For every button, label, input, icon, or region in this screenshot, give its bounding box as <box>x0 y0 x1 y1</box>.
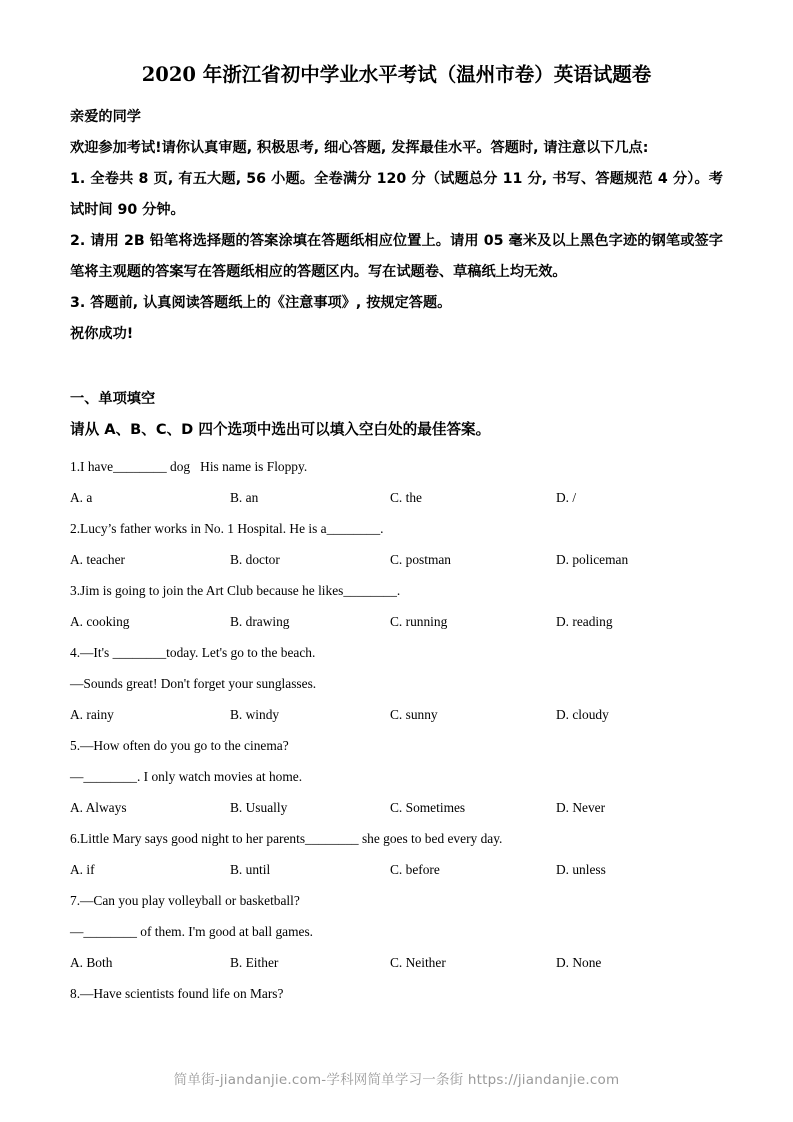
question-block <box>70 730 723 823</box>
answer-option[interactable]: B. until <box>230 862 271 877</box>
section-directions-1: 请从 A、B、C、D 四个选项中选出可以填入空白处的最佳答案。 <box>70 421 491 438</box>
answer-option[interactable]: C. the <box>390 490 422 505</box>
questions-list <box>70 451 723 1009</box>
options-row <box>70 482 723 513</box>
answer-option[interactable]: D. None <box>556 955 602 970</box>
notice-item-3: 3. 答题前, 认真阅读答题纸上的《注意事项》, 按规定答题。 <box>70 295 452 311</box>
section-spacer <box>70 350 723 384</box>
question-stem-line: 1.I have________ dog His name is Floppy. <box>70 459 308 474</box>
question-block <box>70 978 723 1009</box>
question-block <box>70 513 723 575</box>
question-block <box>70 451 723 513</box>
answer-option[interactable]: D. Never <box>556 800 606 815</box>
answer-option[interactable]: A. a <box>70 490 93 505</box>
question-stem-line: —________ of them. I'm good at ball games. <box>70 924 314 939</box>
options-row <box>70 792 723 823</box>
greeting-line: 亲爱的同学 <box>70 109 141 125</box>
question-stem-line: 2.Lucy’s father works in No. 1 Hospital. He is a________. <box>70 521 384 536</box>
page-title: 2020 年浙江省初中学业水平考试（温州市卷）英语试题卷 <box>141 63 652 86</box>
answer-option[interactable]: D. / <box>556 490 577 505</box>
question-stem-line: —Sounds great! Don't forget your sunglasses. <box>70 676 317 691</box>
question-stem-line: 4.—It's ________today. Let's go to the beach. <box>70 645 316 660</box>
answer-option[interactable]: B. Usually <box>230 800 288 815</box>
answer-option[interactable]: A. if <box>70 862 95 877</box>
answer-option[interactable]: D. unless <box>556 862 606 877</box>
answer-option[interactable]: D. reading <box>556 614 613 629</box>
question-block <box>70 823 723 885</box>
answer-option[interactable]: C. postman <box>390 552 452 567</box>
question-stem-line: 8.—Have scientists found life on Mars? <box>70 986 284 1001</box>
answer-option[interactable]: A. teacher <box>70 552 126 567</box>
question-stem-line: 6.Little Mary says good night to her parents________ she goes to bed every day. <box>70 831 503 846</box>
notice-item-2: 2. 请用 2B 铅笔将选择题的答案涂填在答题纸相应位置上。请用 05 毫米及以上黑色字迹的钢笔或签字笔将主观题的答案写在答题纸相应的答题区内。写在试题卷、草稿纸上均无效。 <box>70 233 723 280</box>
answer-option[interactable]: C. Neither <box>390 955 446 970</box>
answer-option[interactable]: A. rainy <box>70 707 114 722</box>
options-row <box>70 854 723 885</box>
welcome-line: 欢迎参加考试!请你认真审题, 积极思考, 细心答题, 发挥最佳水平。答题时, 请注意以下几点: <box>70 140 649 156</box>
footer-watermark: 简单街-jiandanjie.com-学科网简单学习一条街 https://jiandanjie.com <box>173 1072 620 1088</box>
question-block <box>70 885 723 978</box>
answer-option[interactable]: C. running <box>390 614 448 629</box>
options-row <box>70 606 723 637</box>
answer-option[interactable]: B. an <box>230 490 259 505</box>
answer-option[interactable]: A. Always <box>70 800 127 815</box>
section-heading-1: 一、单项填空 <box>70 391 156 407</box>
options-row <box>70 699 723 730</box>
notice-item-1: 1. 全卷共 8 页, 有五大题, 56 小题。全卷满分 120 分（试题总分 11 分, 书写、答题规范 4 分）。考试时间 90 分钟。 <box>70 171 723 218</box>
answer-option[interactable]: B. Either <box>230 955 279 970</box>
options-row <box>70 947 723 978</box>
question-stem-line: —________. I only watch movies at home. <box>70 769 303 784</box>
wish-line: 祝你成功! <box>70 326 134 342</box>
answer-option[interactable]: A. Both <box>70 955 113 970</box>
answer-option[interactable]: D. policeman <box>556 552 629 567</box>
question-block <box>70 575 723 637</box>
page-content <box>70 60 723 1009</box>
question-stem-line: 3.Jim is going to join the Art Club because he likes________. <box>70 583 401 598</box>
answer-option[interactable]: B. windy <box>230 707 280 722</box>
answer-option[interactable]: C. before <box>390 862 440 877</box>
answer-option[interactable]: D. cloudy <box>556 707 609 722</box>
answer-option[interactable]: A. cooking <box>70 614 130 629</box>
answer-option[interactable]: B. doctor <box>230 552 280 567</box>
question-block <box>70 637 723 730</box>
question-stem-line: 5.—How often do you go to the cinema? <box>70 738 289 753</box>
answer-option[interactable]: B. drawing <box>230 614 290 629</box>
options-row <box>70 544 723 575</box>
answer-option[interactable]: C. Sometimes <box>390 800 466 815</box>
answer-option[interactable]: C. sunny <box>390 707 438 722</box>
question-stem-line: 7.—Can you play volleyball or basketball? <box>70 893 300 908</box>
